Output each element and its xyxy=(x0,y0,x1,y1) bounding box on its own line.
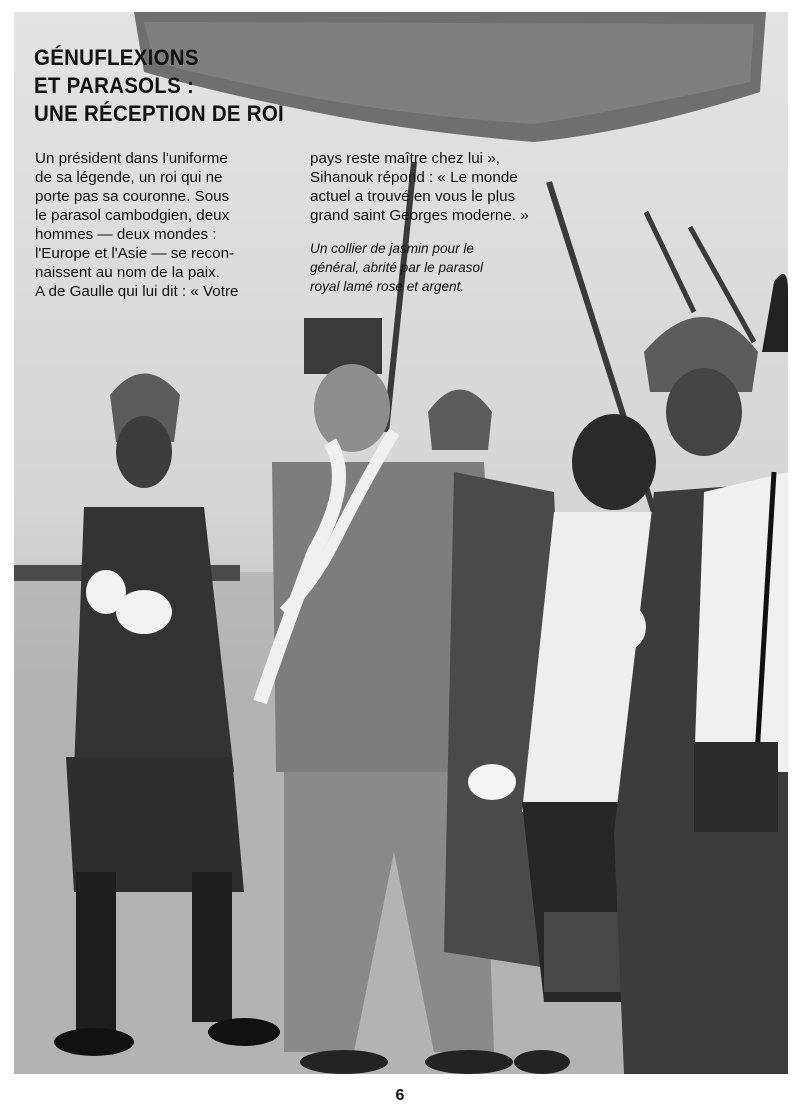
headline-line-1: GÉNUFLEXIONS xyxy=(34,45,199,70)
headline xyxy=(34,44,284,128)
text-line: A de Gaulle qui lui dit : « Votre xyxy=(35,283,239,300)
caption-line: Un collier de jasmin pour le xyxy=(310,241,474,256)
body-text-left-column xyxy=(35,149,238,301)
caption-line: royal lamé rose et argent. xyxy=(310,279,465,294)
text-line: hommes — deux mondes : xyxy=(35,226,217,243)
text-line: grand saint Georges moderne. » xyxy=(310,207,529,224)
body-text-right-column xyxy=(310,149,529,225)
headline-line-3: UNE RÉCEPTION DE ROI xyxy=(34,101,284,126)
text-line: Un président dans l'uniforme xyxy=(35,150,228,167)
text-line: Sihanouk répond : « Le monde xyxy=(310,169,518,186)
text-line: pays reste maître chez lui », xyxy=(310,150,500,167)
headline-line-2: ET PARASOLS : xyxy=(34,73,195,98)
photo-caption xyxy=(310,239,483,296)
text-line: porte pas sa couronne. Sous xyxy=(35,188,230,205)
text-line: le parasol cambodgien, deux xyxy=(35,207,230,224)
text-line: l'Europe et l'Asie — se recon- xyxy=(35,245,235,262)
text-line: naissent au nom de la paix. xyxy=(35,264,220,281)
text-line: actuel a trouvé en vous le plus xyxy=(310,188,516,205)
caption-line: général, abrité par le parasol xyxy=(310,260,484,275)
text-line: de sa légende, un roi qui ne xyxy=(35,169,223,186)
page-number: 6 xyxy=(395,1087,405,1104)
